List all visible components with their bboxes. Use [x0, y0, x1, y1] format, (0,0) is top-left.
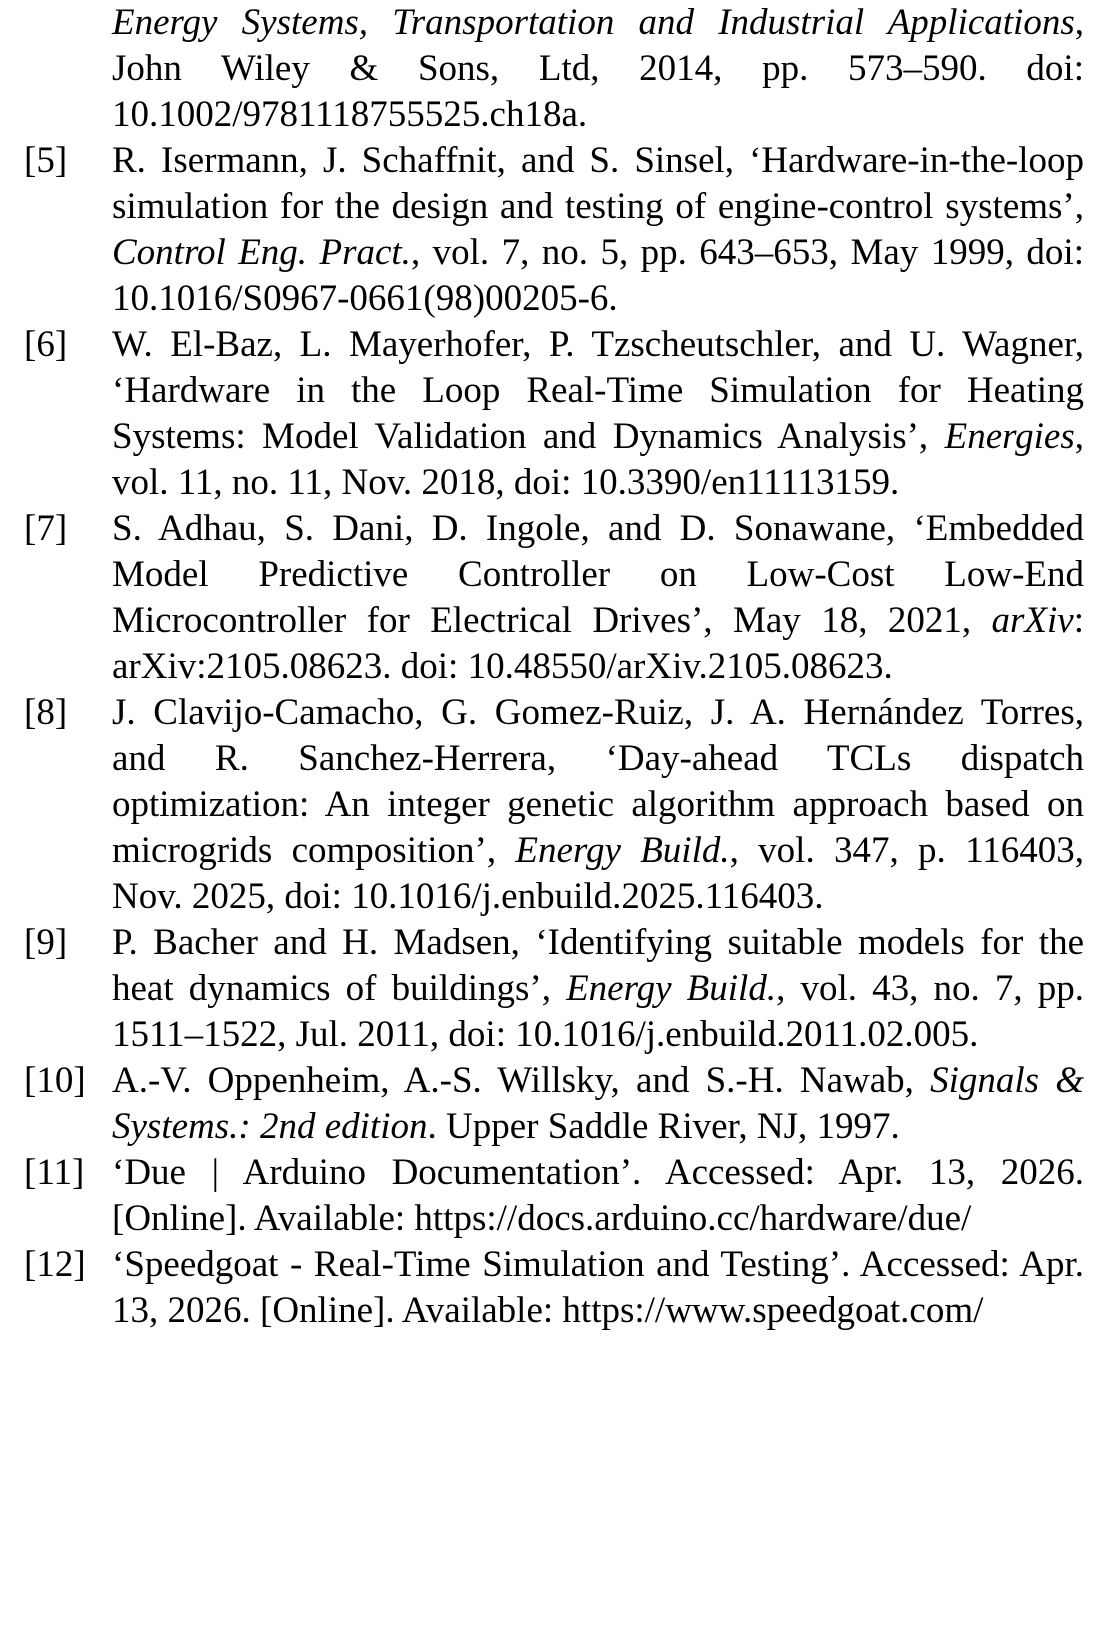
reference-entry: [24, 690, 1084, 920]
reference-entry: [24, 0, 1084, 138]
reference-italic-segment: Energy Systems, Transportation and Industrial Applications: [112, 2, 1075, 43]
reference-segment: P. Bacher and H. Madsen, ‘Identifying suitable models for the heat dynamics of buildings’,: [112, 922, 1084, 1009]
reference-segment: : arXiv:2105.08623. doi: 10.48550/arXiv.2105.08623.: [112, 600, 1084, 687]
reference-italic-segment: Energies: [944, 416, 1075, 457]
reference-text: [112, 322, 1084, 506]
reference-number: [11]: [24, 1152, 85, 1193]
reference-text: [112, 138, 1084, 322]
reference-italic-segment: Energy Build.: [566, 968, 777, 1009]
reference-segment: W. El-Baz, L. Mayerhofer, P. Tzscheutschler, and U. Wagner, ‘Hardware in the Loop Real-Time Simulation for Heating Systems: Model Validation and Dynamics Analysis’,: [112, 324, 1084, 457]
reference-segment: J. Clavijo-Camacho, G. Gomez-Ruiz, J. A. Hernández Torres, and R. Sanchez-Herrera, ‘Day-ahead TCLs dispatch optimization: An integer genetic algorithm approach based on microgrids composition’,: [112, 692, 1084, 871]
reference-entry: [24, 920, 1084, 1058]
reference-text: [112, 506, 1084, 690]
reference-number: [12]: [24, 1244, 86, 1285]
reference-italic-segment: Energy Build.: [515, 830, 730, 871]
reference-entry: [24, 322, 1084, 506]
reference-text: [112, 1242, 1084, 1334]
reference-segment: , vol. 43, no. 7, pp. 1511–1522, Jul. 2011, doi: 10.1016/j.enbuild.2011.02.005.: [112, 968, 1085, 1055]
reference-segment: ‘Speedgoat - Real-Time Simulation and Testing’. Accessed: Apr. 13, 2026. [Online]. Available: https://www.speedgoat.com/: [112, 1244, 1084, 1331]
reference-number: [8]: [24, 692, 68, 733]
reference-number: [10]: [24, 1060, 86, 1101]
reference-italic-segment: Control Eng. Pract.: [112, 232, 411, 273]
reference-number: [6]: [24, 324, 68, 365]
reference-segment: A.-V. Oppenheim, A.-S. Willsky, and S.-H. Nawab,: [112, 1060, 931, 1101]
reference-segment: , vol. 11, no. 11, Nov. 2018, doi: 10.3390/en11113159.: [112, 416, 1084, 503]
reference-entry: [24, 138, 1084, 322]
reference-text: [112, 0, 1084, 138]
reference-entry: [24, 1058, 1084, 1150]
reference-italic-segment: arXiv: [991, 600, 1074, 641]
reference-text: [112, 690, 1084, 920]
reference-list: [24, 0, 1084, 1334]
reference-segment: R. Isermann, J. Schaffnit, and S. Sinsel, ‘Hardware-in-the-loop simulation for the design and testing of engine-control systems’,: [112, 140, 1084, 227]
reference-segment: S. Adhau, S. Dani, D. Ingole, and D. Sonawane, ‘Embedded Model Predictive Controller on Low-Cost Low-End Microcontroller for Electrical Drives’, May 18, 2021,: [112, 508, 1084, 641]
reference-segment: ‘Due | Arduino Documentation’. Accessed: Apr. 13, 2026. [Online]. Available: https://docs.arduino.cc/hardware/due/: [112, 1152, 1084, 1239]
reference-text: [112, 920, 1084, 1058]
reference-entry: [24, 506, 1084, 690]
reference-segment: , vol. 347, p. 116403, Nov. 2025, doi: 10.1016/j.enbuild.2025.116403.: [112, 830, 1084, 917]
reference-text: [112, 1058, 1084, 1150]
reference-segment: . Upper Saddle River, NJ, 1997.: [427, 1106, 900, 1147]
reference-number: [5]: [24, 140, 68, 181]
reference-entry: [24, 1242, 1084, 1334]
reference-italic-segment: Signals & Systems.: 2nd edition: [112, 1060, 1084, 1147]
reference-number: [9]: [24, 922, 68, 963]
reference-text: [112, 1150, 1084, 1242]
reference-segment: , vol. 7, no. 5, pp. 643–653, May 1999, doi: 10.1016/S0967-0661(98)00205-6.: [112, 232, 1084, 319]
reference-number: [7]: [24, 508, 68, 549]
reference-segment: , John Wiley & Sons, Ltd, 2014, pp. 573–590. doi: 10.1002/9781118755525.ch18a.: [112, 2, 1084, 135]
reference-entry: [24, 1150, 1084, 1242]
